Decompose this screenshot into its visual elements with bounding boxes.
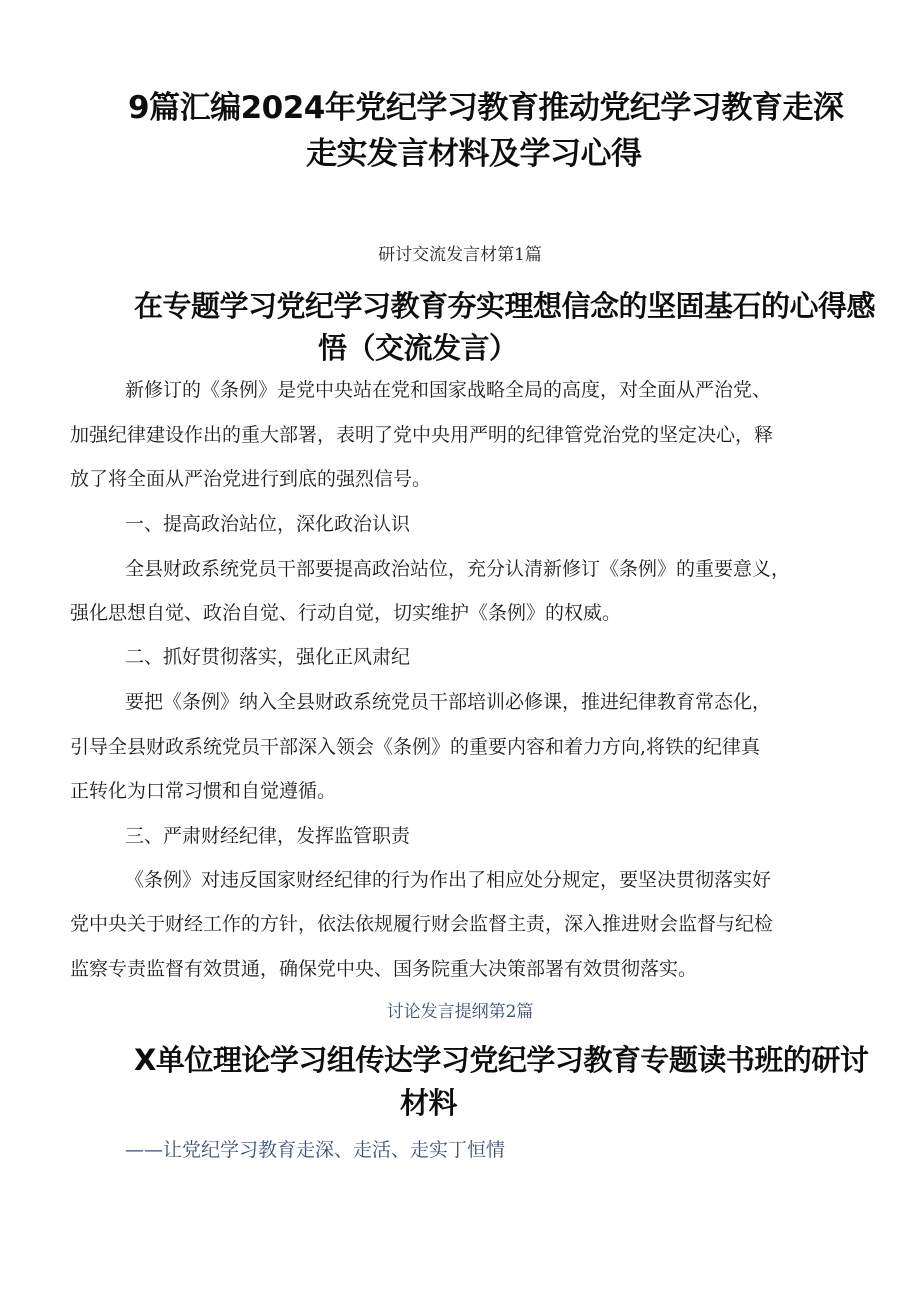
article2-title-line1: X单位理论学习组传达学习党纪学习教育专题读书班的研讨 <box>134 1043 869 1077</box>
paragraph2-line1: 全县财政系统党员干部要提高政治站位，充分认清新修订《条例》的重要意义， <box>125 558 791 580</box>
paragraph3-line1: 要把《条例》纳入全县财政系统党员干部培训必修课，推进纪律教育常态化， <box>125 691 772 713</box>
article2-title-line2: 材料 <box>400 1086 458 1120</box>
article1-title-line2: 悟（交流发言） <box>318 331 518 365</box>
paragraph4-line2: 党中央关于财经工作的方针，依法依规履行财会监督主责，深入推进财会监督与纪检 <box>70 913 774 935</box>
article1-label: 研讨交流发言材第1篇 <box>378 245 542 265</box>
document-title-line1: 9篇汇编2024年党纪学习教育推动党纪学习教育走深 <box>128 90 844 126</box>
paragraph4-line1: 《条例》对违反国家财经纪律的行为作出了相应处分规定，要坚决贯彻落实好 <box>125 869 772 891</box>
article2-subtitle: ——让党纪学习教育走深、走活、走实丁恒情 <box>125 1139 506 1161</box>
article2-label: 讨论发言提纲第2篇 <box>386 1002 534 1022</box>
article1-title-line1: 在专题学习党纪学习教育夯实理想信念的坚固基石的心得感 <box>134 289 876 323</box>
paragraph1-line3: 放了将全面从严治党进行到底的强烈信号。 <box>70 468 432 490</box>
paragraph1-line2: 加强纪律建设作出的重大部署，表明了党中央用严明的纪律管党治党的坚定决心，释 <box>70 424 774 446</box>
paragraph3-line3: 正转化为口常习惯和自觉遵循。 <box>70 780 337 802</box>
paragraph4-line3: 监察专责监督有效贯通，确保党中央、国务院重大决策部署有效贯彻落实。 <box>70 958 698 980</box>
paragraph3-line2: 引导全县财政系统党员干部深入领会《条例》的重要内容和着力方向,将铁的纪律真 <box>70 736 761 758</box>
paragraph2-line2: 强化思想自觉、政治自觉、行动自觉，切实维护《条例》的权威。 <box>70 602 622 624</box>
section-heading-2: 二、抓好贯彻落实，强化正风肃纪 <box>125 646 411 668</box>
paragraph1-line1: 新修订的《条例》是党中央站在党和国家战略全局的高度，对全面从严治党、 <box>125 379 772 401</box>
section-heading-1: 一、提高政治站位，深化政治认识 <box>125 513 411 535</box>
document-title-line2: 走实发言材料及学习心得 <box>306 136 642 172</box>
section-heading-3: 三、严肃财经纪律，发挥监管职责 <box>125 825 411 847</box>
